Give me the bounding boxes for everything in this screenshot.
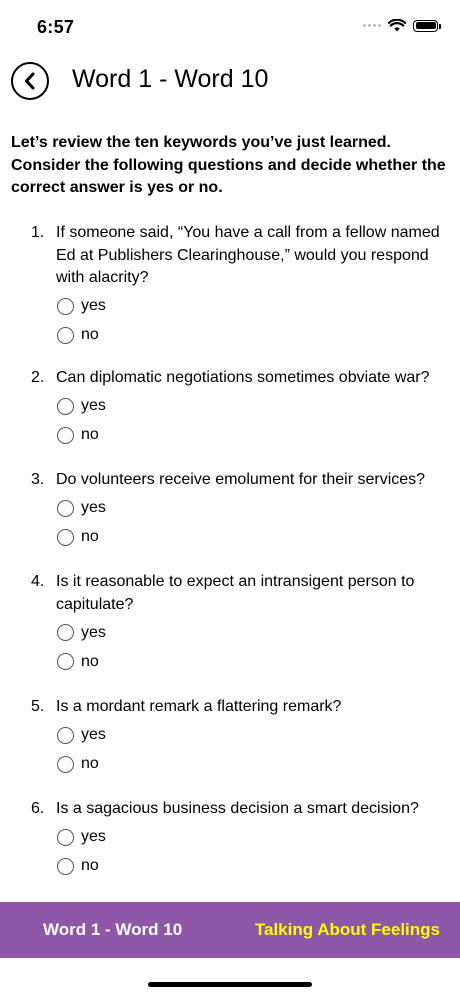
option-label: yes [81,297,106,314]
cellular-signal-icon [363,24,381,27]
option-label: yes [81,623,106,641]
question-item [11,469,450,552]
wifi-icon [388,19,406,32]
option-yes[interactable] [57,494,450,523]
bottom-tab-bar [0,902,460,958]
option-yes[interactable] [57,392,450,421]
page-title: Word 1 - Word 10 [72,65,269,93]
option-yes[interactable] [57,721,450,750]
question-number: 3. [31,471,45,488]
question-text: Is a sagacious business decision a smart decision? [56,800,419,817]
question-text: Is a mordant remark a flattering remark? [56,698,342,715]
content [11,132,450,874]
option-yes[interactable] [57,292,450,321]
question-number: 4. [31,573,45,590]
option-label: no [81,326,99,343]
option-label: yes [81,499,106,516]
option-no[interactable] [57,647,450,676]
question-item [11,367,450,450]
radio-no[interactable] [57,529,74,546]
option-yes[interactable] [57,618,450,647]
question-number: 2. [31,369,45,386]
question-text: Do volunteers receive emolument for their services? [56,471,426,488]
question-item [11,222,450,350]
status-icons [363,19,438,32]
radio-no[interactable] [57,427,74,444]
option-label: no [81,652,99,670]
question-item [11,696,450,779]
option-yes[interactable] [57,823,450,852]
question-text: Is it reasonable to expect an intransigent person to capitulate? [56,573,415,613]
radio-yes[interactable] [57,727,74,744]
status-bar [0,0,460,52]
chevron-left-icon [23,72,37,90]
question-text: If someone said, “You have a call from a fellow named Ed at Publishers Clearinghouse,” would you respond with alacrity? [56,224,440,286]
option-no[interactable] [57,523,450,552]
option-no[interactable] [57,852,450,881]
option-label: yes [81,828,106,845]
status-time: 6:57 [37,17,75,37]
option-label: yes [81,726,106,743]
question-text: Can diplomatic negotiations sometimes obviate war? [56,369,430,386]
option-no[interactable] [57,750,450,779]
option-label: yes [81,397,106,414]
option-no[interactable] [57,421,450,450]
question-number: 1. [31,224,45,241]
option-label: no [81,755,99,772]
back-button[interactable] [11,62,49,100]
question-number: 6. [31,800,45,817]
radio-no[interactable] [57,756,74,773]
radio-yes[interactable] [57,298,74,315]
option-no[interactable] [57,321,450,350]
radio-yes[interactable] [57,624,74,641]
question-item [11,798,450,881]
option-label: no [81,857,99,874]
radio-yes[interactable] [57,398,74,415]
radio-no[interactable] [57,327,74,344]
tab-word-1-word-10[interactable]: Word 1 - Word 10 [43,920,183,939]
battery-icon [413,20,438,32]
tab-talking-about-feelings[interactable]: Talking About Feelings [254,920,440,939]
question-number: 5. [31,698,45,715]
option-label: no [81,528,99,545]
radio-yes[interactable] [57,829,74,846]
option-label: no [81,426,99,443]
radio-no[interactable] [57,858,74,875]
intro-text: Let’s review the ten keywords you’ve just learned. Consider the following questions and decide whether the correct answer is yes or no. [11,134,446,196]
radio-yes[interactable] [57,500,74,517]
radio-no[interactable] [57,653,74,670]
nav-bar [0,58,460,104]
question-item [11,571,450,676]
home-indicator [148,982,312,987]
